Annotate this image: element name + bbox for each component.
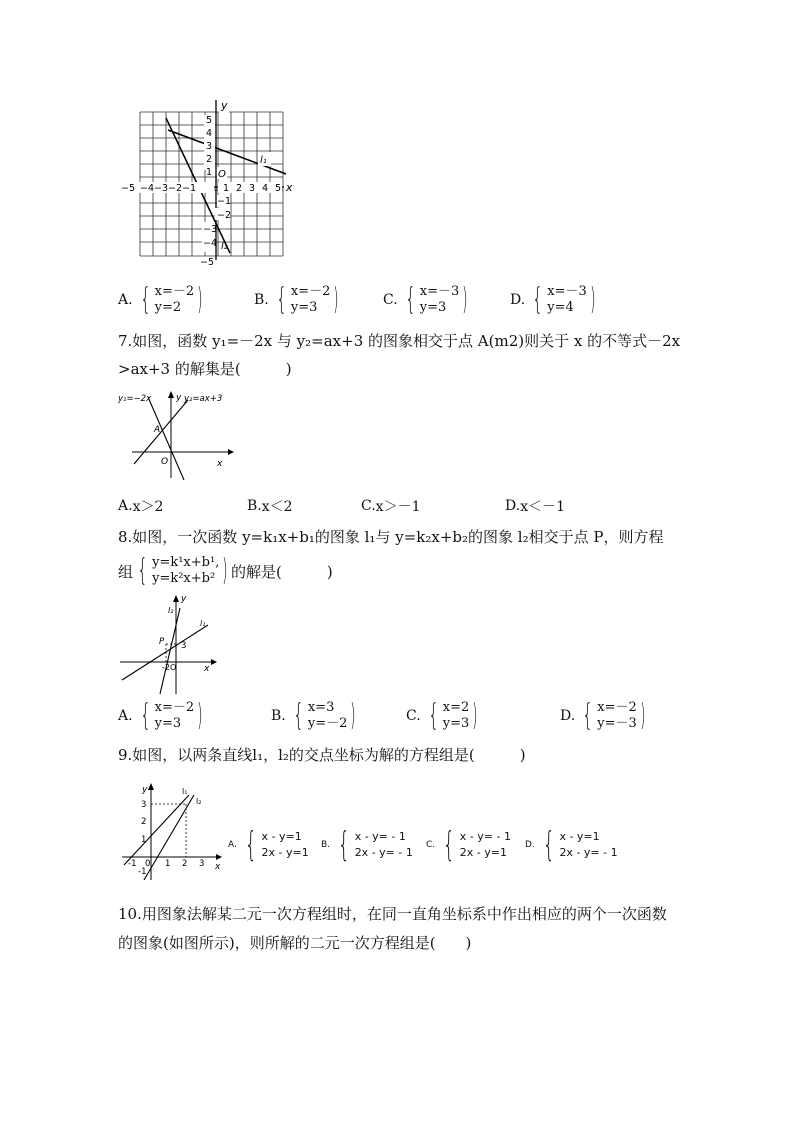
svg-text:2: 2	[206, 154, 213, 165]
svg-text:−1: −1	[182, 183, 197, 194]
svg-text:1: 1	[223, 183, 230, 194]
line-l1	[124, 795, 189, 865]
line-y1	[148, 397, 184, 480]
l2-label: l₂	[196, 797, 202, 806]
q9-option-b[interactable]: B. { x - y= - 1 2x - y= - 1	[321, 825, 413, 865]
svg-text:-1: -1	[138, 867, 147, 877]
q7-option-b[interactable]: B. x＜2	[247, 498, 293, 515]
q10-text-line2: 的图象(如图所示)，则所解的二元一次方程组是( )	[118, 934, 472, 952]
x-tick-labels	[120, 182, 282, 194]
l1-label: l₁	[260, 155, 267, 166]
svg-text:1: 1	[141, 835, 147, 845]
y-axis-label: y	[176, 393, 182, 403]
l1-label: l₁	[182, 787, 188, 796]
svg-text:5: 5	[275, 183, 282, 194]
svg-text:0: 0	[145, 859, 151, 869]
y1-label: y₁=−2x	[118, 394, 152, 404]
svg-text:1: 1	[206, 167, 213, 178]
q8-option-b[interactable]: B. { x=3 y=－2 )	[271, 698, 356, 733]
svg-text:−1: −1	[217, 196, 232, 207]
q6-option-d[interactable]: D. { x=－3 y=4 )	[510, 282, 596, 317]
svg-text:2: 2	[236, 183, 243, 194]
svg-text:−4: −4	[203, 238, 218, 249]
q7-option-c[interactable]: C. x＞－1	[361, 498, 421, 515]
l1-label: l₁	[200, 619, 206, 628]
x-axis-label: x	[217, 459, 223, 469]
svg-text:−3: −3	[203, 224, 218, 235]
svg-text:−5: −5	[200, 257, 215, 268]
x-axis-label: x	[286, 181, 293, 194]
q7-option-d[interactable]: D. x＜－1	[505, 498, 565, 515]
origin-label: O	[161, 457, 169, 467]
svg-text:−2: −2	[168, 183, 183, 194]
origin-label: O	[218, 169, 226, 180]
y-axis-label: y	[181, 594, 187, 604]
q9-option-d[interactable]: D. { x - y=1 2x - y= - 1	[525, 825, 618, 865]
line-l2	[160, 608, 180, 694]
svg-text:-1: -1	[128, 859, 137, 869]
q9-figure	[116, 780, 228, 886]
point-a-label: A	[154, 425, 161, 435]
q6-grid-figure	[118, 98, 308, 268]
q8-option-d[interactable]: D. { x=－2 y=－3 )	[560, 698, 646, 733]
q8-text-line2: 组 { y=k¹x+b¹, y=k²x+b² ) 的解是( )	[118, 553, 333, 588]
x-value-label: -2O	[162, 663, 177, 672]
point-p-label: P	[159, 637, 165, 647]
q9-option-c[interactable]: C. { x - y= - 1 2x - y=1	[426, 825, 511, 865]
q9-text-line1: 9.如图，以两条直线l₁，l₂的交点坐标为解的方程组是( )	[118, 746, 526, 764]
svg-text:−2: −2	[217, 210, 232, 221]
svg-text:3: 3	[249, 183, 256, 194]
svg-text:−4: −4	[140, 183, 155, 194]
q8-option-c[interactable]: C. { x=2 y=3 )	[406, 698, 478, 733]
l2-label: l₂	[168, 606, 174, 615]
svg-text:3: 3	[141, 800, 147, 810]
svg-text:4: 4	[206, 128, 213, 139]
y-axis-label: y	[221, 99, 228, 112]
y-axis-label: y	[142, 785, 148, 795]
q7-text-line2: >ax+3 的解集是( )	[118, 360, 292, 378]
q8-option-a[interactable]: A. { x=－2 y=3 )	[118, 698, 203, 733]
q8-text-line1: 8.如图，一次函数 y=k₁x+b₁的图象 l₁与 y=k₂x+b₂的图象 l₂相交于点 P，则方程	[118, 528, 664, 546]
q8-figure	[116, 590, 221, 698]
svg-text:3: 3	[206, 141, 213, 152]
q7-option-a[interactable]: A. x＞2	[118, 498, 164, 515]
svg-text:5: 5	[206, 115, 213, 126]
q6-option-b[interactable]: B. { x=－2 y=3 )	[254, 282, 339, 317]
svg-text:4: 4	[262, 183, 269, 194]
x-axis-label: x	[204, 664, 210, 674]
l2-label: l₂	[221, 241, 228, 252]
svg-text:−3: −3	[154, 183, 169, 194]
line-y2	[134, 400, 188, 464]
y2-label: y₂=ax+3	[184, 394, 223, 404]
q10-text-line1: 10.用图象法解某二元一次方程组时，在同一直角坐标系中作出相应的两个一次函数	[118, 905, 667, 923]
svg-text:2: 2	[182, 859, 188, 869]
svg-text:1: 1	[165, 859, 171, 869]
y-value-label: 3	[181, 641, 187, 651]
svg-text:2: 2	[141, 817, 147, 827]
svg-text:−5: −5	[121, 183, 136, 194]
x-axis-label: x	[215, 862, 221, 872]
q6-option-c[interactable]: C. { x=－3 y=3 )	[383, 282, 468, 317]
q7-text-line1: 7.如图，函数 y₁=－2x 与 y₂=ax+3 的图象相交于点 A(m2)则关于 x 的不等式－2x	[118, 332, 681, 350]
svg-text:3: 3	[199, 859, 205, 869]
q6-option-a[interactable]: A. { x=－2 y=2 )	[118, 282, 203, 317]
q7-figure	[116, 388, 236, 483]
q9-option-a[interactable]: A. { x - y=1 2x - y=1	[228, 825, 309, 865]
